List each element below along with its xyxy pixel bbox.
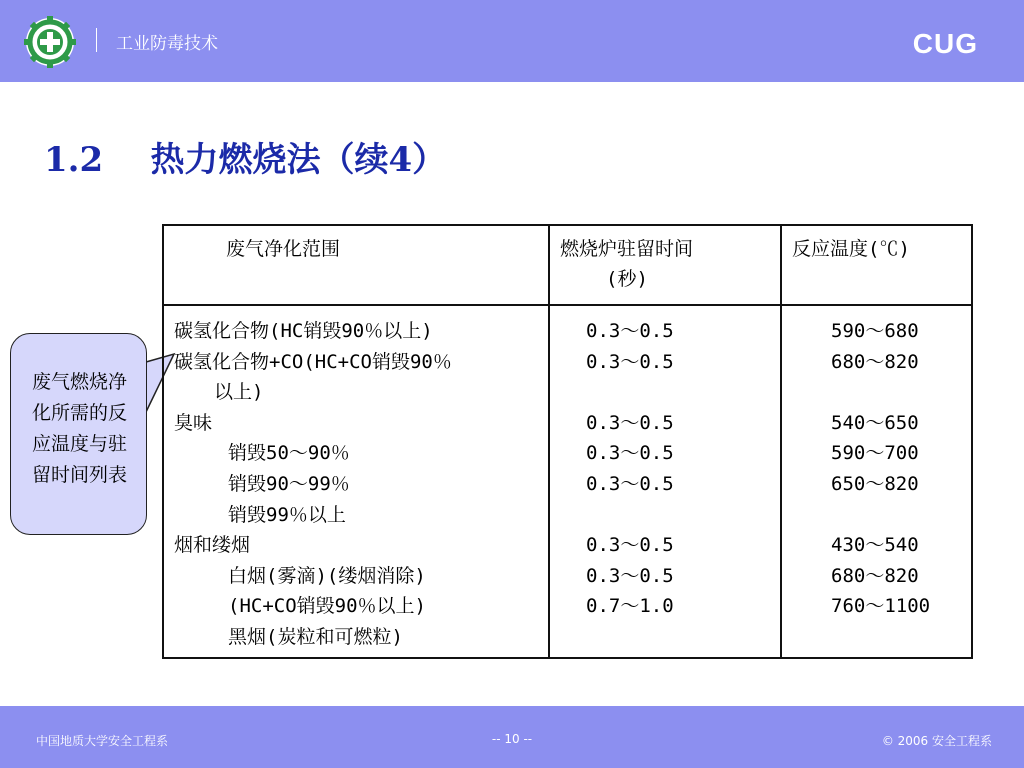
data-table [162,224,973,659]
header-temperature: 反应温度(℃) [781,225,972,305]
scope-cell [163,305,549,658]
temp-value [782,500,971,531]
scope-line: 销毁99％以上 [228,503,346,526]
green-cross-gear-icon [24,16,76,68]
brand-logo-text: CUG [912,28,978,59]
time-value: 0.3～0.5 [586,534,674,557]
time-value [550,622,780,653]
footer-department: 中国地质大学安全工程系 [36,734,169,748]
scope-line: 白烟(雾滴)(缕烟消除) [228,564,426,587]
note-line: 化所需的反 [32,402,128,424]
residence-time-cell [549,305,781,658]
course-title: 工业防毒技术 [116,34,218,54]
temp-value: 430～540 [831,534,919,557]
time-value: 0.7～1.0 [586,595,674,618]
header-residence-time [549,225,781,305]
time-value [550,377,780,408]
scope-line: 黑烟(炭粒和可燃粒) [228,625,403,648]
header-divider [96,28,97,52]
callout-note [10,333,147,535]
scope-line: 以上) [214,381,264,404]
temp-value: 650～820 [831,472,919,495]
time-value: 0.3～0.5 [586,472,674,495]
footer-bar [0,706,1024,768]
scope-line: 烟和缕烟 [174,534,251,557]
scope-line: 销毁50～90％ [228,442,350,465]
temp-value: 680～820 [831,564,919,587]
header-time-line1: 燃烧炉驻留时间 [560,238,694,260]
time-value [550,500,780,531]
temp-value: 590～700 [831,442,919,465]
time-value: 0.3～0.5 [586,350,674,373]
slide-title: 1.2 热力燃烧法（续4） [44,140,447,180]
temperature-cell [781,305,972,658]
footer-copyright: © 2006 安全工程系 [881,734,992,748]
temp-value [782,622,971,653]
scope-line: (HC+CO销毁90％以上) [228,595,426,618]
table-body-row [163,305,972,658]
temp-value: 680～820 [831,350,919,373]
temp-value: 760～1100 [831,595,931,618]
callout-note-text [32,367,147,491]
temp-value: 590～680 [831,320,919,342]
header-scope: 废气净化范围 [163,225,549,305]
table-header-row [163,225,972,305]
time-value: 0.3～0.5 [586,320,674,342]
temp-value: 540～650 [831,411,919,434]
scope-line: 碳氢化合物+CO(HC+CO销毁90％ [174,350,452,373]
time-value: 0.3～0.5 [586,442,674,465]
scope-line: 销毁90～99％ [228,472,350,495]
header-time-line2: (秒) [606,268,648,290]
note-line: 应温度与驻 [32,433,128,455]
scope-line: 臭味 [174,411,213,434]
temp-value [782,377,971,408]
note-line: 留时间列表 [32,464,128,486]
scope-line: 碳氢化合物(HC销毁90％以上) [174,320,433,342]
time-value: 0.3～0.5 [586,411,674,434]
note-line: 废气燃烧净 [32,371,128,393]
header-bar [0,0,1024,82]
page-number: -- 10 -- [491,732,533,746]
time-value: 0.3～0.5 [586,564,674,587]
